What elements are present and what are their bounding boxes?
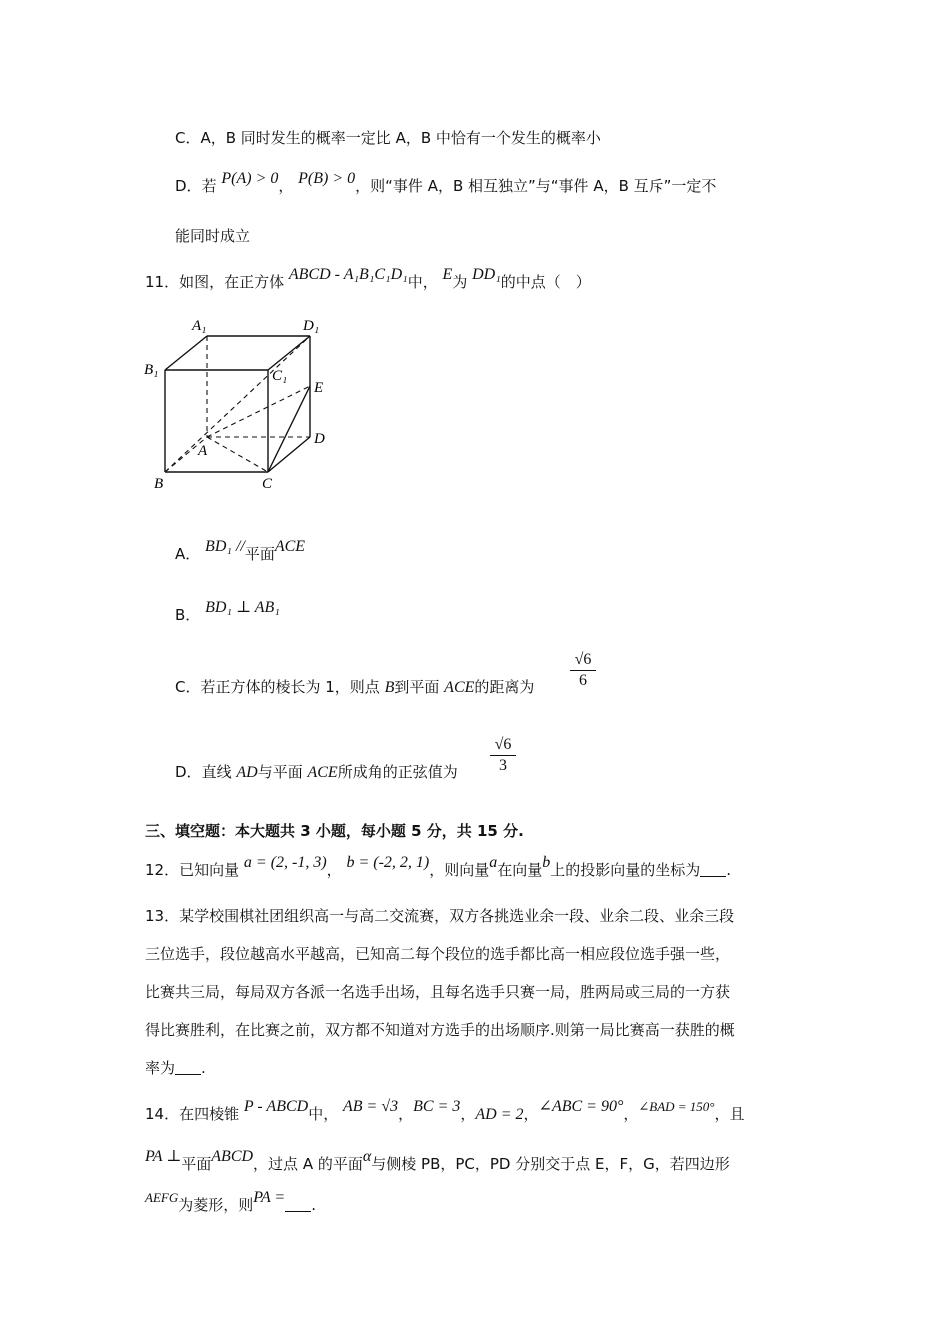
label-e: E — [314, 380, 324, 396]
cube-figure — [140, 312, 340, 497]
answer-blank[interactable] — [285, 1197, 311, 1212]
q14-line-2: PA ⊥平面ABCD，过点 A 的平面α与侧棱 PB，PC，PD 分别交于点 E，F，G，若四边形 — [145, 1148, 730, 1173]
q13-line-5: 率为 . — [145, 1059, 206, 1077]
q13-line-3: 比赛共三局，每局双方各派一名选手出场，且每名选手只赛一局，胜两局或三局的一方获 — [145, 983, 731, 1001]
label-c1: C₁ — [272, 368, 288, 384]
answer-blank[interactable] — [175, 1060, 201, 1075]
label-d: D — [314, 431, 325, 447]
q11-option-a: A． BD₁ //平面ACE — [175, 538, 306, 563]
label-a: A — [198, 443, 208, 459]
label-c: C — [262, 476, 273, 492]
label-a1: A₁ — [192, 318, 207, 334]
q11-option-d: D．直线 AD与平面 ACE所成角的正弦值为 — [175, 763, 458, 781]
fraction-sqrt6-over-3: $\frac{√6}{3}$ — [490, 735, 516, 776]
q10-option-c: C．A，B 同时发生的概率一定比 A，B 中恰有一个发生的概率小 — [175, 129, 601, 147]
q10-option-d-cont: 能同时成立 — [175, 227, 251, 245]
q13-line-2: 三位选手，段位越高水平越高，已知高二每个段位的选手都比高一相应段位选手强一些， — [145, 945, 731, 963]
label-d1: D₁ — [303, 318, 320, 334]
math-pa: P(A) > 0 — [221, 170, 279, 187]
answer-blank[interactable] — [700, 862, 726, 877]
q14-line-1: 14．在四棱锥 P - ABCD中， AB = √3，BC = 3，AD = 2，∠ABC = 90°，∠BAD = 150°，且 — [145, 1098, 745, 1123]
q13-line-4: 得比赛胜利，在比赛之前，双方都不知道对方选手的出场顺序.则第一局比赛高一获胜的概 — [145, 1021, 735, 1039]
section-3-heading: 三、填空题：本大题共 3 小题，每小题 5 分，共 15 分. — [145, 822, 524, 840]
label-b1: B₁ — [144, 362, 159, 378]
label-b: B — [154, 476, 164, 492]
q11-stem: 11．如图，在正方体 ABCD - A₁B₁C₁D₁中， E为 DD₁的中点（ ） — [145, 266, 591, 291]
math-pb: P(B) > 0 — [298, 170, 356, 187]
q12: 12．已知向量 a = (2, -1, 3)， b = (-2, 2, 1)，则向量a在向量b上的投影向量的坐标为 . — [145, 854, 732, 879]
q13-line-1: 13．某学校围棋社团组织高一与高二交流赛，双方各挑选业余一段、业余二段、业余三段 — [145, 907, 735, 925]
q10-option-d: D．若 P(A) > 0， P(B) > 0，则“事件 A，B 相互独立”与“事件 A，B 互斥”一定不 — [175, 170, 717, 195]
q11-option-b: B． BD₁ ⊥ AB₁ — [175, 599, 280, 624]
fraction-sqrt6-over-6: $\frac{√6}{6}$ — [570, 650, 596, 691]
q14-line-3: AEFG为菱形，则PA = . — [145, 1189, 317, 1214]
q11-option-c: C．若正方体的棱长为 1，则点 B到平面 ACE的距离为 — [175, 678, 535, 696]
